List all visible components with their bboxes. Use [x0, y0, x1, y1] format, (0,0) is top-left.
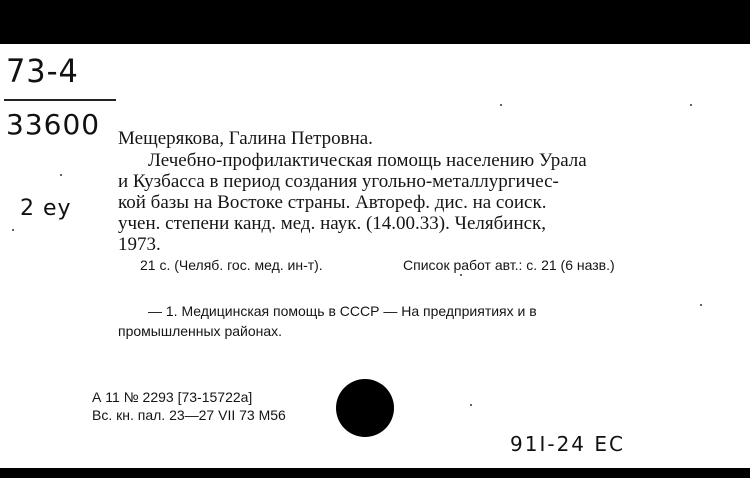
shelf-mark-underline [4, 99, 116, 101]
book-chamber-line: Вс. кн. пал. 23—27 VII 73 М56 [92, 407, 286, 423]
collation: 21 с. (Челяб. гос. мед. ин-т). [140, 257, 323, 273]
speck [690, 104, 692, 106]
speck [12, 229, 14, 231]
scan-border-top [0, 0, 750, 44]
subject-heading-continued: промышленных районах. [118, 323, 283, 339]
speck [60, 174, 62, 176]
author-heading: Мещерякова, Галина Петровна. [118, 128, 373, 149]
title-line: Лечебно-профилактическая помощь населению Урала [148, 150, 587, 171]
speck [500, 104, 502, 106]
speck [460, 274, 462, 276]
shelf-mark: 73-4 [6, 52, 79, 90]
subject-heading: — 1. Медицинская помощь в СССР — На предприятиях и в [148, 303, 537, 319]
title-line: кой базы на Востоке страны. Автореф. дис. на соиск. [118, 192, 547, 213]
bottom-handwritten-note: 91I-24 ЕС [510, 432, 625, 456]
works-list-note: Список работ авт.: с. 21 (6 назв.) [403, 257, 615, 273]
speck [700, 304, 702, 306]
punch-hole [336, 379, 394, 437]
title-line: 1973. [118, 234, 161, 255]
catalog-card [0, 44, 750, 468]
speck [470, 404, 472, 406]
catalog-number: А 11 № 2293 [73-15722а] [92, 389, 253, 405]
scan-border-bottom [0, 468, 750, 478]
title-line: учен. степени канд. мед. наук. (14.00.33). Челябинск, [118, 213, 547, 234]
title-line: и Кузбасса в период создания угольно-металлургичес- [118, 171, 559, 192]
copies-note: 2 ey [20, 196, 72, 221]
accession-number: 33600 [6, 108, 101, 141]
